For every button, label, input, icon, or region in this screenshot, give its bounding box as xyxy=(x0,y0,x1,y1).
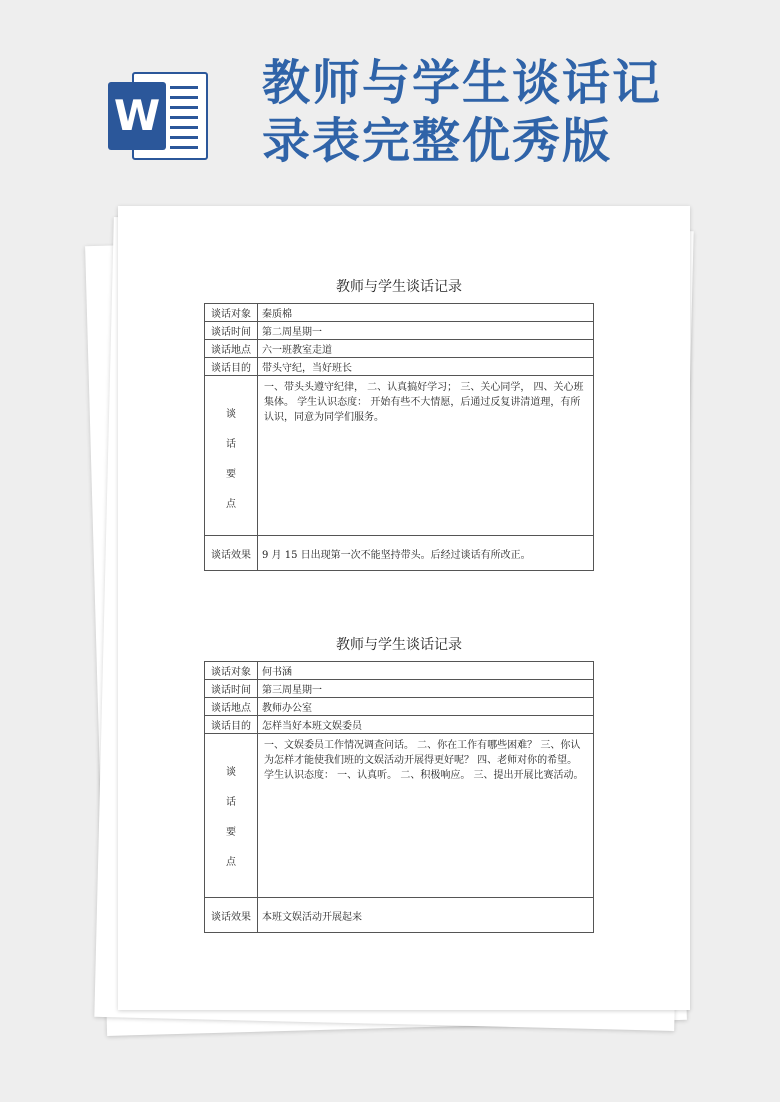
row-label: 谈话时间 xyxy=(205,322,258,340)
points-label-char: 谈 xyxy=(226,767,236,778)
points-label-char: 要 xyxy=(226,469,236,480)
word-letter: W xyxy=(108,82,166,150)
points-paragraph: 一、带头头遵守纪律， 二、认真搞好学习； 三、关心同学， 四、关心班集体。 学生认识态度： 开始有些不大情愿，后通过反复讲清道理，有所认识，同意为同学们服务。 xyxy=(264,382,584,423)
table-row xyxy=(205,680,594,698)
record-title: 教师与学生谈话记录 xyxy=(336,637,462,653)
page-title-line-2: 录表完整优秀版 xyxy=(262,113,613,169)
effect-value: 9 月 15 日出现第一次不能坚持带头。后经过谈话有所改正。 xyxy=(258,536,594,571)
points-label-char: 话 xyxy=(226,797,236,808)
page-title-line-1: 教师与学生谈话记 xyxy=(262,55,663,111)
row-label: 谈话目的 xyxy=(205,716,258,734)
table-row-effect xyxy=(205,898,594,933)
row-value: 带头守纪，当好班长 xyxy=(258,358,594,376)
points-content xyxy=(258,376,594,536)
table-row xyxy=(205,340,594,358)
row-value: 怎样当好本班文娱委员 xyxy=(258,716,594,734)
row-label: 谈话对象 xyxy=(205,304,258,322)
row-label: 谈话目的 xyxy=(205,358,258,376)
table-row-points xyxy=(205,376,594,536)
word-logo-icon xyxy=(108,68,210,164)
page-header xyxy=(0,0,780,190)
talk-record-1 xyxy=(204,276,594,571)
row-value: 何书涵 xyxy=(258,662,594,680)
effect-label: 谈话效果 xyxy=(205,898,258,933)
table-row xyxy=(205,304,594,322)
page-title xyxy=(262,54,682,170)
row-value: 六一班教室走道 xyxy=(258,340,594,358)
row-label: 谈话地点 xyxy=(205,698,258,716)
table-row xyxy=(205,716,594,734)
points-label-char: 要 xyxy=(226,827,236,838)
record-table xyxy=(204,661,594,933)
row-value: 教师办公室 xyxy=(258,698,594,716)
record-title: 教师与学生谈话记录 xyxy=(336,279,462,295)
table-row xyxy=(205,698,594,716)
talk-record-2 xyxy=(204,634,594,933)
points-content xyxy=(258,734,594,898)
points-paragraph: 一、文娱委员工作情况调查问话。 二、你在工作有哪些困难？ 三、你认为怎样才能使我们班的文娱活动开展得更好呢？ 四、老师对你的希望。 xyxy=(264,740,581,766)
points-label-char: 点 xyxy=(226,499,236,510)
points-label xyxy=(205,734,258,898)
effect-label: 谈话效果 xyxy=(205,536,258,571)
points-label-char: 话 xyxy=(226,439,236,450)
row-value: 秦质棉 xyxy=(258,304,594,322)
points-label xyxy=(205,376,258,536)
row-label: 谈话对象 xyxy=(205,662,258,680)
table-row xyxy=(205,322,594,340)
points-paragraph: 学生认识态度： 一、认真听。 二、积极响应。 三、提出开展比赛活动。 xyxy=(264,770,584,781)
row-label: 谈话时间 xyxy=(205,680,258,698)
row-value: 第二周星期一 xyxy=(258,322,594,340)
effect-value: 本班文娱活动开展起来 xyxy=(258,898,594,933)
row-label: 谈话地点 xyxy=(205,340,258,358)
table-row-points xyxy=(205,734,594,898)
points-label-char: 谈 xyxy=(226,409,236,420)
table-row xyxy=(205,662,594,680)
points-label-char: 点 xyxy=(226,857,236,868)
row-value: 第三周星期一 xyxy=(258,680,594,698)
table-row xyxy=(205,358,594,376)
table-row-effect xyxy=(205,536,594,571)
record-table xyxy=(204,303,594,571)
